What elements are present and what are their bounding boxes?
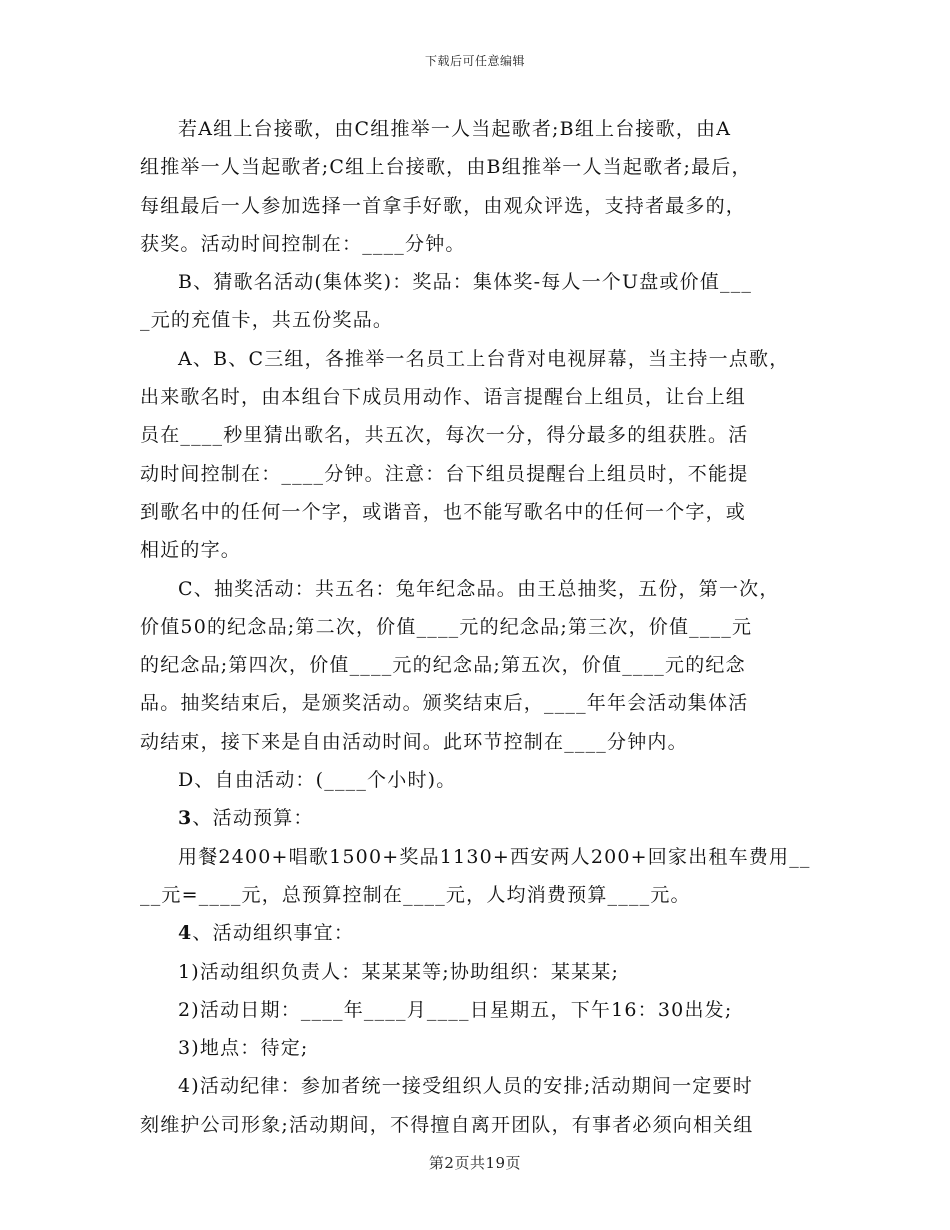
section-title: 、活动组织事宜： xyxy=(192,922,355,945)
text-line: B、猜歌名活动(集体奖)：奖品：集体奖-每人一个U盘或价值___ xyxy=(178,271,753,294)
text-line: 的纪念品;第四次，价值____元的纪念品;第五次，价值____元的纪念 xyxy=(140,654,746,677)
paragraph xyxy=(140,110,812,263)
text-line: 1)活动组织负责人：某某某等;协助组织：某某某; xyxy=(178,960,620,983)
text-line: 价值50的纪念品;第二次，价值____元的纪念品;第三次，价值____元 xyxy=(140,615,753,638)
text-line: 3)地点：待定; xyxy=(178,1037,309,1060)
section-number: 4 xyxy=(178,922,193,945)
paragraph xyxy=(140,761,812,799)
text-line: __元=____元，总预算控制在____元，人均消费预算____元。 xyxy=(140,883,691,906)
paragraph xyxy=(140,570,812,761)
text-line: 每组最后一人参加选择一首拿手好歌，由观众评选，支持者最多的， xyxy=(140,194,747,217)
text-line xyxy=(140,799,812,837)
text-line: 获奖。活动时间控制在：____分钟。 xyxy=(140,232,466,255)
text-line: 品。抽奖结束后，是颁奖活动。颁奖结束后，____年年会活动集体活 xyxy=(140,692,749,715)
text-line: 出来歌名时，由本组台下成员用动作、语言提醒台上组员，让台上组 xyxy=(140,386,747,409)
text-line: 用餐2400+唱歌1500+奖品1130+西安两人200+回家出租车费用__ xyxy=(178,845,811,868)
text-line: 若A组上台接歌，由C组推举一人当起歌者;B组上台接歌，由A xyxy=(178,118,732,140)
paragraph xyxy=(140,263,812,340)
paragraph xyxy=(140,953,812,991)
section-title: 、活动预算： xyxy=(192,807,314,830)
text-line: D、自由活动：(____个小时)。 xyxy=(178,769,457,792)
paragraph xyxy=(140,914,812,952)
document-body xyxy=(140,110,812,1144)
section-number: 3 xyxy=(178,807,193,830)
text-line: 相近的字。 xyxy=(140,539,242,562)
text-line: 刻维护公司形象;活动期间，不得擅自离开团队，有事者必须向相关组 xyxy=(140,1113,754,1136)
text-line: 组推举一人当起歌者;C组上台接歌，由B组推举一人当起歌者;最后， xyxy=(140,156,752,179)
text-line: A、B、C三组，各推举一名员工上台背对电视屏幕，当主持一点歌， xyxy=(178,347,790,370)
paragraph xyxy=(140,838,812,915)
text-line: 员在____秒里猜出歌名，共五次，每次一分，得分最多的组获胜。活 xyxy=(140,424,749,447)
paragraph xyxy=(140,991,812,1029)
text-line: C、抽奖活动：共五名：兔年纪念品。由王总抽奖，五份，第一次， xyxy=(178,577,780,600)
paragraph xyxy=(140,1067,812,1144)
text-line: 4)活动纪律：参加者统一接受组织人员的安排;活动期间一定要时 xyxy=(178,1075,753,1098)
page-header: 下载后可任意编辑 xyxy=(424,54,525,68)
text-line: 动结束，接下来是自由活动时间。此环节控制在____分钟内。 xyxy=(140,730,688,753)
paragraph xyxy=(140,799,812,837)
text-line: 到歌名中的任何一个字，或谐音，也不能写歌名中的任何一个字，或 xyxy=(140,500,747,523)
text-line: 动时间控制在：____分钟。注意：台下组员提醒台上组员时，不能提 xyxy=(140,462,749,485)
page-footer: 第2页共19页 xyxy=(428,1154,522,1172)
text-line: _元的充值卡，共五份奖品。 xyxy=(140,309,394,332)
paragraph xyxy=(140,1029,812,1067)
paragraph xyxy=(140,340,812,570)
text-line xyxy=(140,914,812,952)
text-line: 2)活动日期：____年____月____日星期五，下午16：30出发; xyxy=(178,998,733,1021)
